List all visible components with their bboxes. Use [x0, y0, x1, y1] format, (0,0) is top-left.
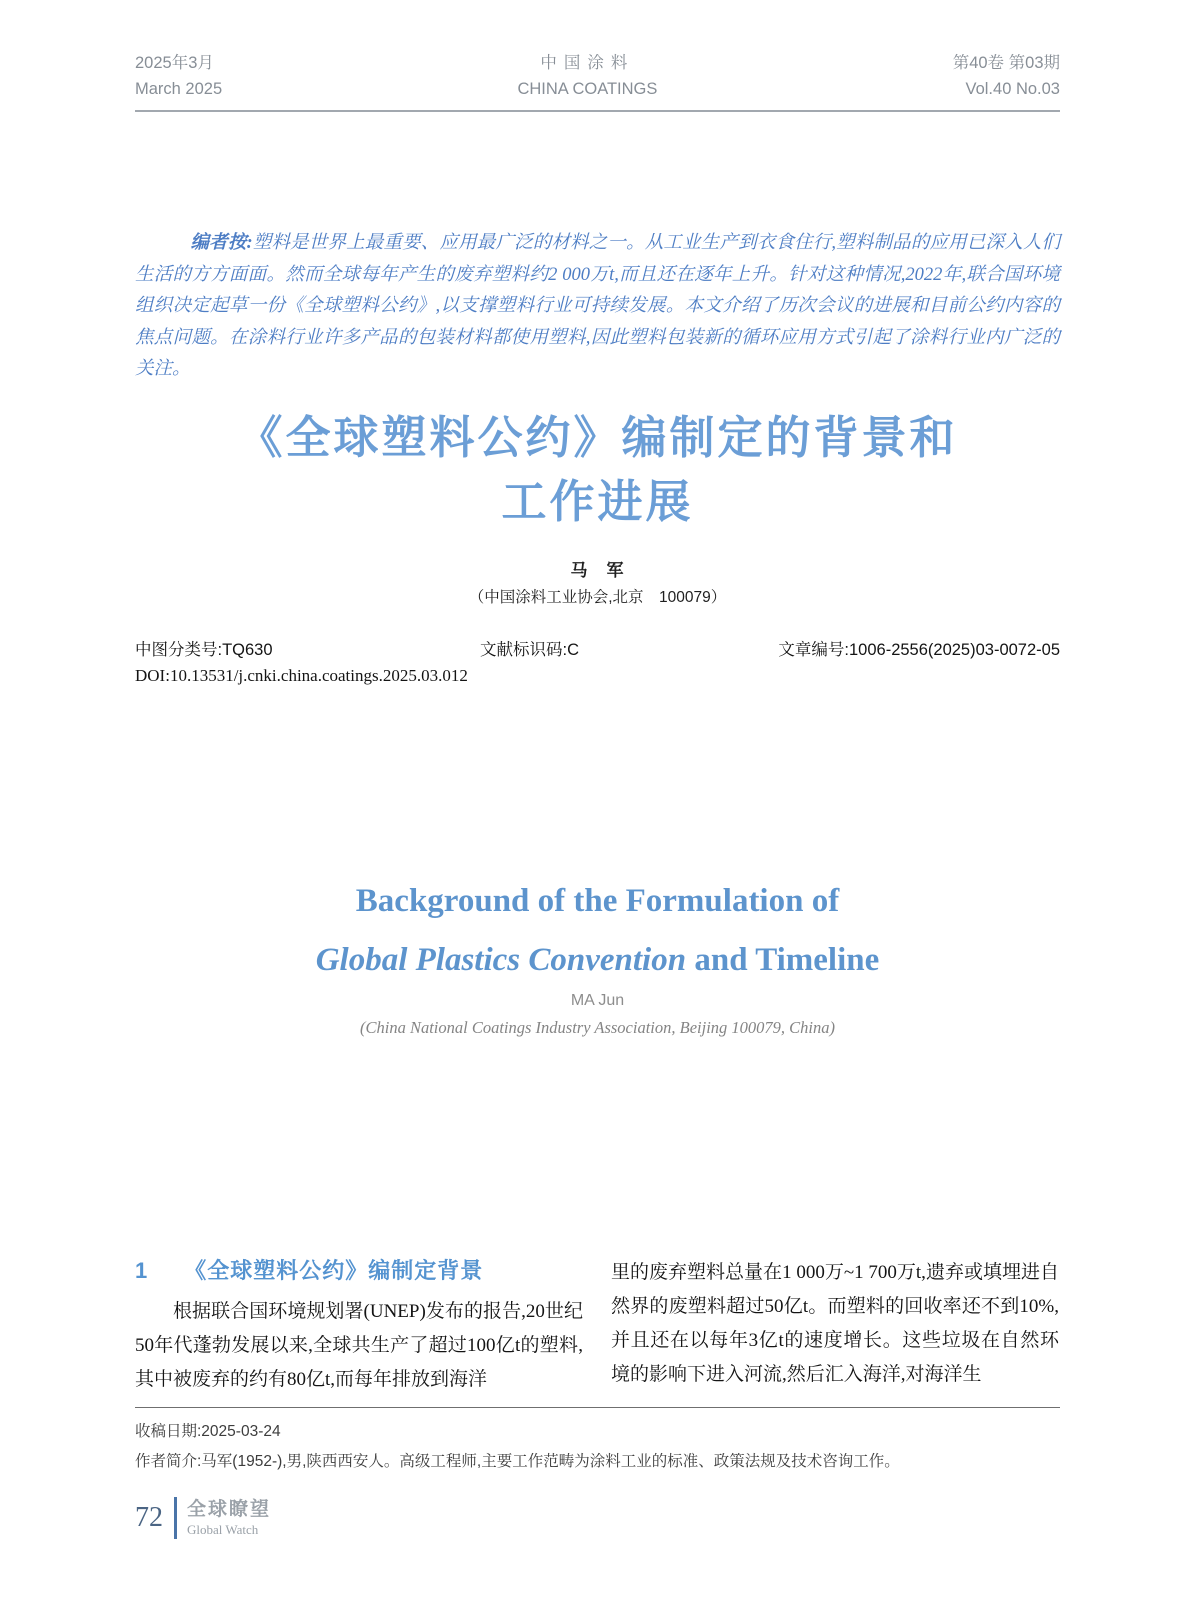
column-label: [187, 1498, 271, 1538]
running-head-date: [135, 50, 222, 102]
journal-name-cn: 中国涂料: [540, 54, 635, 72]
running-head-journal: [517, 50, 657, 102]
section-1-heading: [135, 1256, 583, 1286]
running-head-issue: [953, 50, 1060, 102]
article-title-en-rest: and Timeline: [686, 942, 880, 978]
editor-note: [135, 228, 1060, 386]
body-column-right: [611, 1256, 1059, 1397]
author-name-en: MA Jun: [570, 992, 625, 1009]
editor-note-label: 编者按:: [190, 233, 253, 253]
issue-en: Vol.40 No.03: [965, 80, 1060, 98]
document-code: 文献标识码:C: [480, 641, 579, 659]
article-id: 文章编号:1006-2556(2025)03-0072-05: [778, 641, 1060, 659]
doi: DOI:10.13531/j.cnki.china.coatings.2025.03.012: [135, 666, 468, 685]
author-name-cn: 马 军: [570, 561, 625, 580]
footer-divider-bar: [174, 1497, 177, 1539]
article-title-cn-line2: 工作进展: [501, 476, 694, 527]
received-date: 收稿日期:2025-03-24: [135, 1423, 281, 1440]
article-title-en: [135, 872, 1060, 990]
page-number: 72: [135, 1502, 163, 1533]
journal-name-en: CHINA COATINGS: [517, 80, 658, 98]
article-body: [135, 1256, 1060, 1397]
clc-number: 中图分类号:TQ630: [135, 641, 273, 659]
article-meta-row: [135, 636, 1060, 660]
running-head: [135, 50, 1060, 112]
section-1-paragraph-right: 里的废弃塑料总量在1 000万~1 700万t,遗弃或填埋进自然界的废塑料超过50亿t。而塑料的回收率还不到10%,并且还在以每年3亿t的速度增长。这些垃圾在自然环境的影响下进入河流,然后汇入海洋,对海洋生: [611, 1262, 1059, 1385]
affiliation-en: (China National Coatings Industry Association, Beijing 100079, China): [360, 1018, 835, 1037]
page-footer: [135, 1497, 1060, 1539]
date-cn: 2025年3月: [135, 54, 214, 72]
column-label-en: Global Watch: [187, 1522, 259, 1537]
author-bio: 作者简介:马军(1952-),男,陕西西安人。高级工程师,主要工作范畴为涂料工业的标准、政策法规及技术咨询工作。: [135, 1453, 900, 1470]
date-en: March 2025: [135, 80, 223, 98]
body-column-left: [135, 1256, 583, 1397]
section-1-title: 《全球塑料公约》编制定背景: [184, 1258, 484, 1283]
footnote-block: [135, 1407, 1060, 1477]
article-title-en-line2: [135, 931, 1060, 990]
article-title-en-italic: Global Plastics Convention: [315, 942, 687, 978]
article-title-en-line1: Background of the Formulation of: [355, 883, 840, 919]
column-label-cn: 全球瞭望: [187, 1499, 272, 1520]
editor-note-text: 塑料是世界上最重要、应用最广泛的材料之一。从工业生产到衣食住行,塑料制品的应用已深入人们生活的方方面面。然而全球每年产生的废弃塑料约2 000万t,而且还在逐年上升。针对这种情况,2022年,联合国环境组织决定起草一份《全球塑料公约》,以支撑塑料行业可持续发展。本文介绍了历次会议的进展和目前公约内容的焦点问题。在涂料行业许多产品的包装材料都使用塑料,因此塑料包装新的循环应用方式引起了涂料行业内广泛的关注。: [135, 233, 1060, 379]
article-title-cn-line1: 《全球塑料公约》编制定的背景和: [237, 412, 958, 463]
section-1-paragraph-left: 根据联合国环境规划署(UNEP)发布的报告,20世纪50年代蓬勃发展以来,全球共生产了超过100亿t的塑料,其中被废弃的约有80亿t,而每年排放到海洋: [135, 1301, 583, 1390]
affiliation-cn: （中国涂料工业协会,北京 100079）: [468, 589, 727, 606]
section-1-number: 1: [135, 1258, 149, 1283]
issue-cn: 第40卷 第03期: [952, 54, 1060, 72]
article-title-cn: [135, 406, 1060, 534]
